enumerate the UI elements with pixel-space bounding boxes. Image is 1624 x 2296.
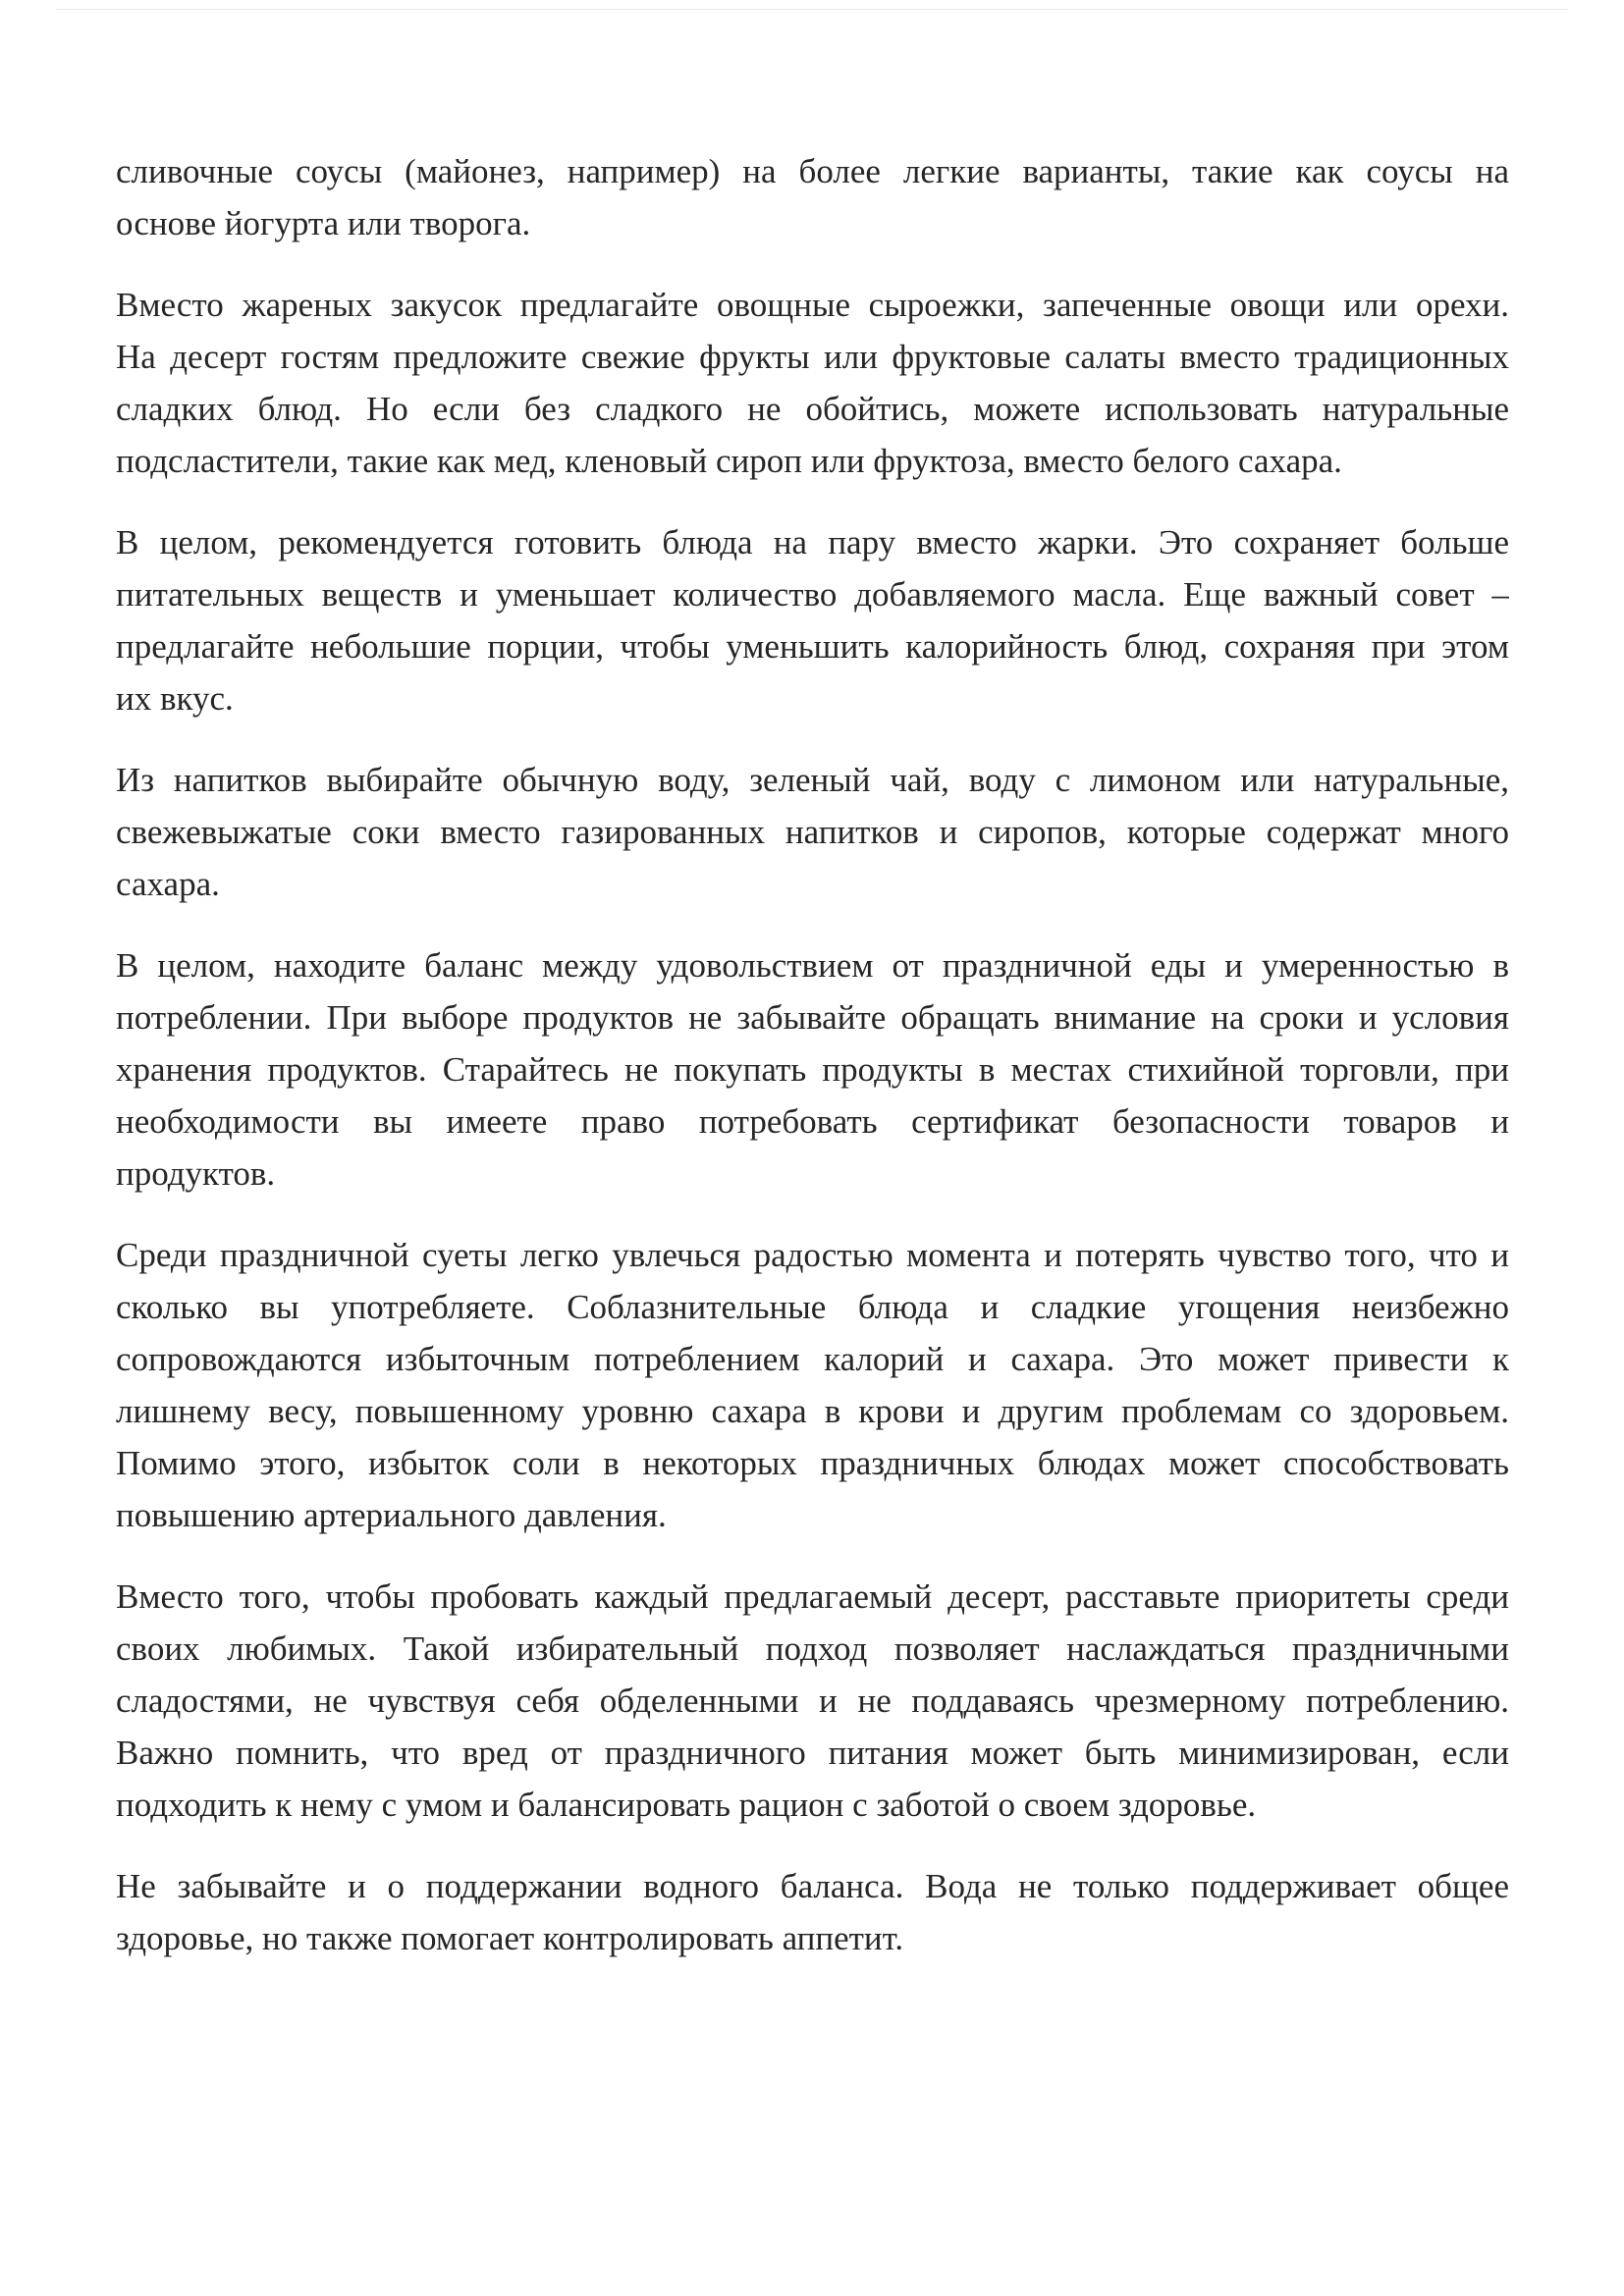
text-line: предлагайте небольшие порции, чтобы уменьшить калорийность блюд, сохраняя при этом (116, 627, 1509, 666)
text-line: лишнему весу, повышенному уровню сахара в крови и другим проблемам со здоровьем. (116, 1392, 1509, 1430)
text-line: сладостями, не чувствуя себя обделенными и не поддаваясь чрезмерному потреблению. (116, 1682, 1509, 1720)
text-line: Вместо того, чтобы пробовать каждый предлагаемый десерт, расставьте приоритеты среди (116, 1577, 1509, 1616)
paragraph (116, 939, 1509, 1200)
text-line: сладких блюд. Но если без сладкого не обойтись, можете использовать натуральные (116, 390, 1509, 428)
text-line: свежевыжатые соки вместо газированных напитков и сиропов, которые содержат много (116, 813, 1509, 851)
header-rule (56, 9, 1568, 10)
text-line: сливочные соусы (майонез, например) на более легкие варианты, такие как соусы на (116, 152, 1509, 190)
paragraph (116, 145, 1509, 249)
text-line: В целом, находите баланс между удовольствием от праздничной еды и умеренностью в (116, 946, 1509, 985)
text-line: Не забывайте и о поддержании водного баланса. Вода не только поддерживает общее (116, 1867, 1509, 1905)
text-line: питательных веществ и уменьшает количество добавляемого масла. Еще важный совет – (116, 575, 1509, 614)
paragraph (116, 1571, 1509, 1831)
text-line: Помимо этого, избыток соли в некоторых праздничных блюдах может способствовать (116, 1444, 1509, 1482)
text-line: хранения продуктов. Старайтесь не покупать продукты в местах стихийной торговли, при (116, 1050, 1509, 1089)
text-line: их вкус. (116, 679, 234, 718)
text-line: Из напитков выбирайте обычную воду, зеленый чай, воду с лимоном или натуральные, (116, 761, 1509, 799)
text-line: необходимости вы имеете право потребовать сертификат безопасности товаров и (116, 1102, 1509, 1141)
text-line: сопровождаются избыточным потреблением калорий и сахара. Это может привести к (116, 1340, 1509, 1378)
text-line: В целом, рекомендуется готовить блюда на пару вместо жарки. Это сохраняет больше (116, 523, 1509, 561)
paragraph (116, 754, 1509, 910)
paragraph (116, 1860, 1509, 1964)
paragraph (116, 279, 1509, 487)
text-line: потреблении. При выборе продуктов не забывайте обращать внимание на сроки и условия (116, 998, 1509, 1037)
text-line: На десерт гостям предложите свежие фрукты или фруктовые салаты вместо традиционных (116, 338, 1509, 376)
text-line: подходить к нему с умом и балансировать рацион с заботой о своем здоровье. (116, 1786, 1257, 1824)
text-line: своих любимых. Такой избирательный подход позволяет наслаждаться праздничными (116, 1629, 1509, 1668)
paragraph (116, 516, 1509, 724)
text-line: сколько вы употребляете. Соблазнительные блюда и сладкие угощения неизбежно (116, 1288, 1509, 1326)
text-content (116, 145, 1509, 1994)
text-line: сахара. (116, 865, 220, 903)
text-line: здоровье, но также помогает контролировать аппетит. (116, 1919, 904, 1957)
text-line: повышению артериального давления. (116, 1496, 667, 1534)
text-line: Важно помнить, что вред от праздничного питания может быть минимизирован, если (116, 1734, 1509, 1772)
text-line: подсластители, такие как мед, кленовый сироп или фруктоза, вместо белого сахара. (116, 442, 1342, 480)
paragraph (116, 1229, 1509, 1541)
text-line: Вместо жареных закусок предлагайте овощные сыроежки, запеченные овощи или орехи. (116, 286, 1509, 324)
text-line: основе йогурта или творога. (116, 204, 531, 242)
text-line: продуктов. (116, 1154, 276, 1193)
text-line: Среди праздничной суеты легко увлечься радостью момента и потерять чувство того, что и (116, 1236, 1509, 1274)
